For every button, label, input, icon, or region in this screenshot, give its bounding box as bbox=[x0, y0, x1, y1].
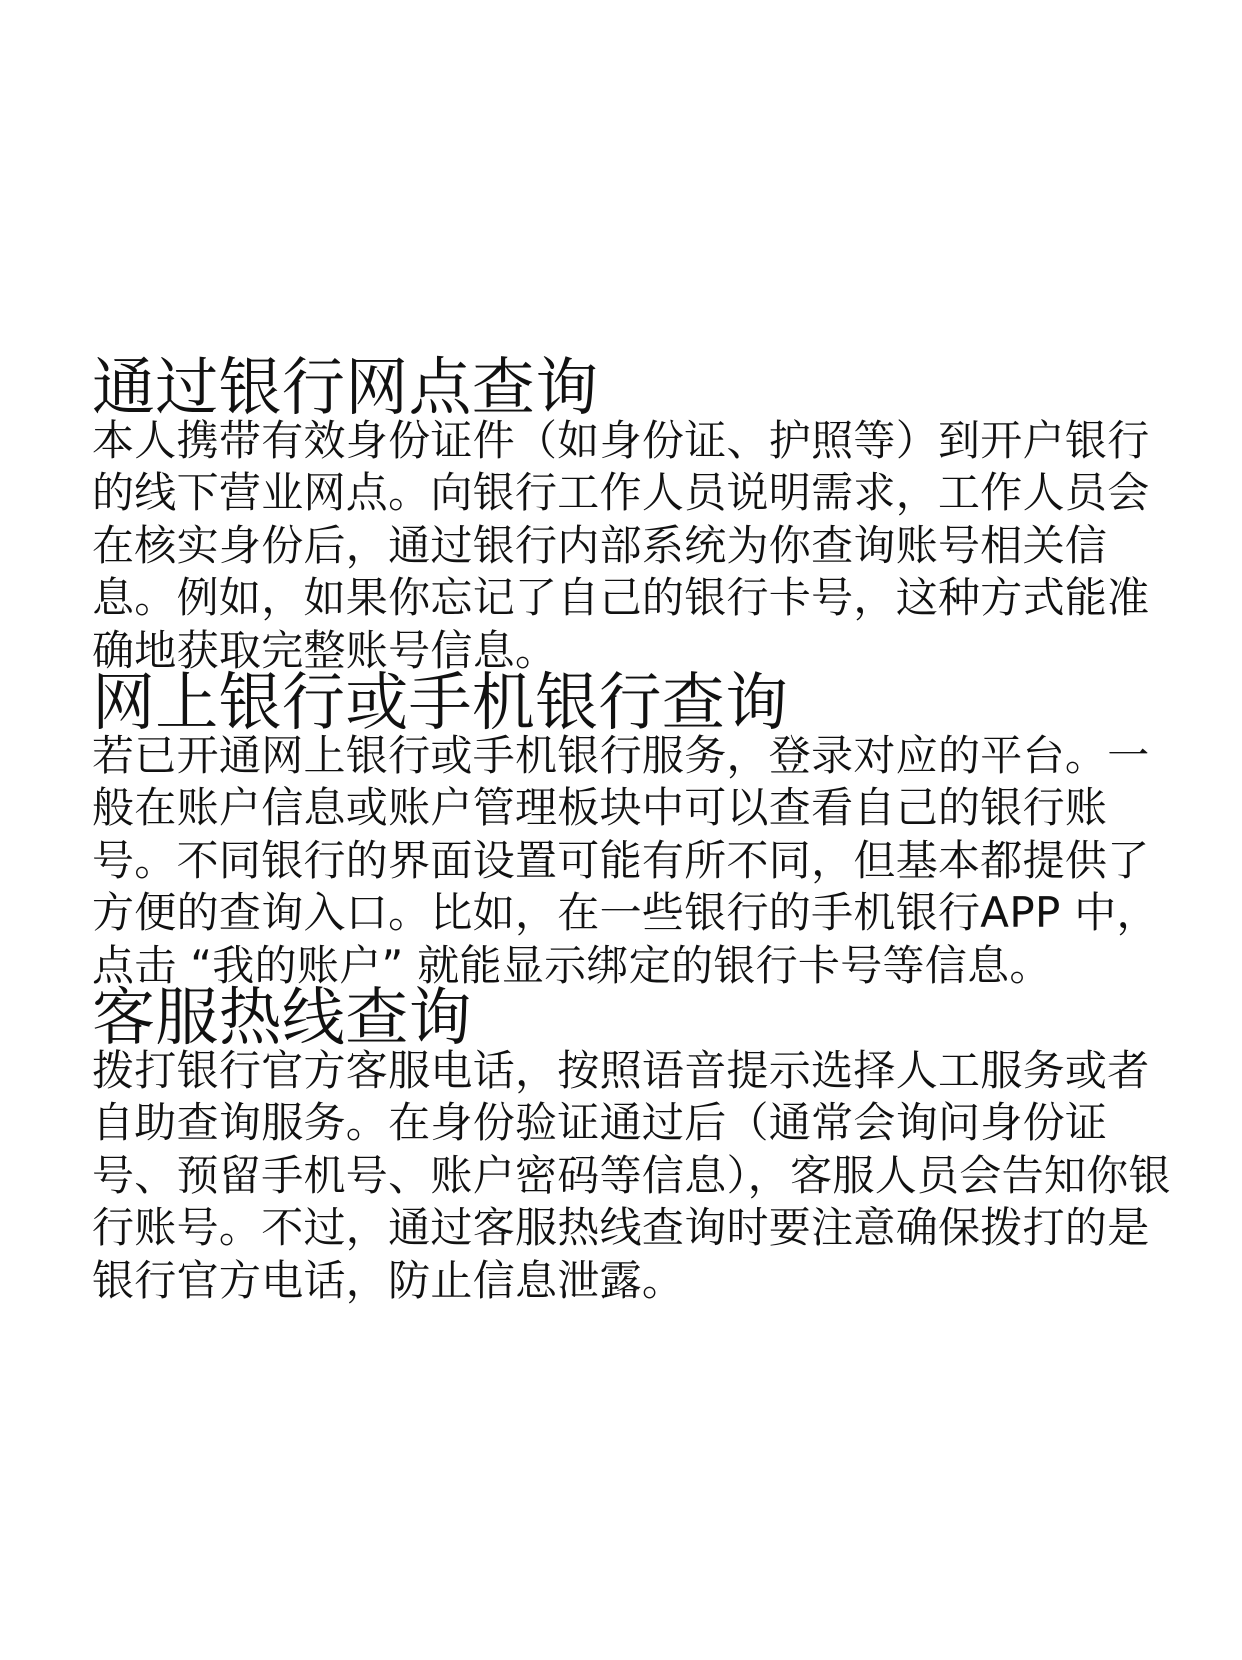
section-branch-query bbox=[92, 351, 1172, 677]
section-paragraph: 若已开通网上银行或手机银行服务，登录对应的平台。一般在账户信息或账户管理板块中可以查看自己的银行账号。不同银行的界面设置可能有所不同，但基本都提供了方便的查询入口。比如，在一些银行的手机银行APP 中，点击 “我的账户” 就能显示绑定的银行卡号等信息。 bbox=[92, 730, 1159, 990]
section-heading: 网上银行或手机银行查询 bbox=[92, 666, 789, 739]
section-paragraph: 本人携带有效身份证件（如身份证、护照等）到开户银行的线下营业网点。向银行工作人员说明需求，工作人员会在核实身份后，通过银行内部系统为你查询账号相关信息。例如，如果你忘记了自己的银行卡号，这种方式能准确地获取完整账号信息。 bbox=[92, 415, 1150, 675]
article bbox=[92, 351, 1172, 1307]
section-hotline-query bbox=[92, 981, 1172, 1307]
section-heading: 通过银行网点查询 bbox=[92, 351, 599, 424]
section-online-banking-query bbox=[92, 666, 1172, 992]
section-paragraph: 拨打银行官方客服电话，按照语音提示选择人工服务或者自助查询服务。在身份验证通过后（通常会询问身份证号、预留手机号、账户密码等信息），客服人员会告知你银行账号。不过，通过客服热线查询时要注意确保拨打的是银行官方电话，防止信息泄露。 bbox=[92, 1045, 1171, 1305]
section-heading: 客服热线查询 bbox=[92, 981, 472, 1054]
